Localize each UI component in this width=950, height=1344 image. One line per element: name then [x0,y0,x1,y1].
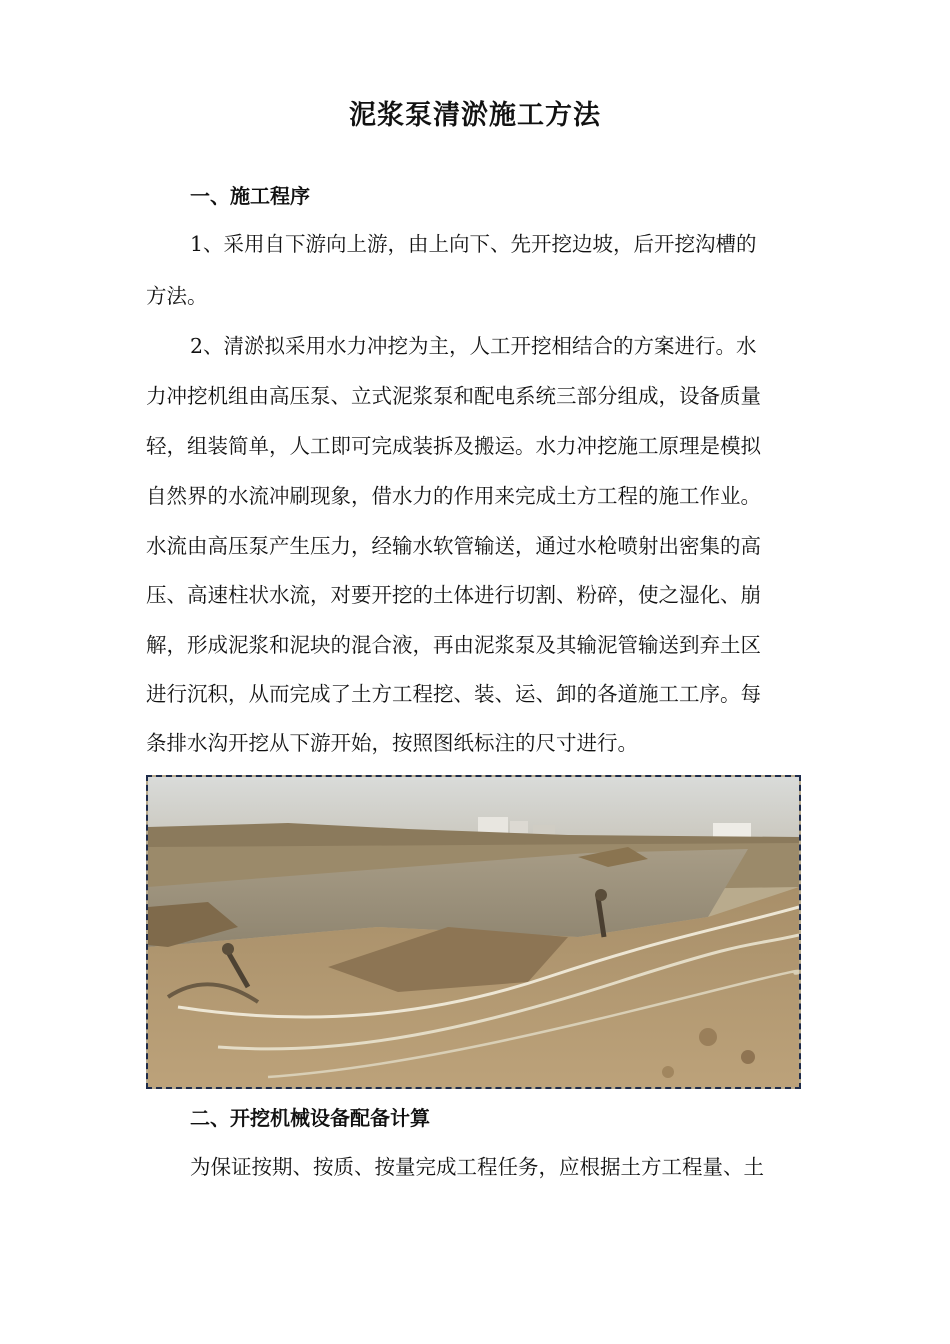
paragraph-2-line-4: 自然界的水流冲刷现象，借水力的作用来完成土方工程的施工作业。 [146,484,761,508]
section-heading-2: 二、开挖机械设备配备计算 [190,1106,430,1130]
section-heading-1: 一、施工程序 [190,184,310,208]
paragraph-2-line-2: 力冲挖机组由高压泵、立式泥浆泵和配电系统三部分组成，设备质量 [146,384,761,408]
paragraph-2-line-6: 压、高速柱状水流，对要开挖的土体进行切割、粉碎，使之湿化、崩 [146,583,761,607]
paragraph-2-line-3: 轻，组装简单，人工即可完成装拆及搬运。水力冲挖施工原理是模拟 [146,434,761,458]
paragraph-1-line-1: 1、采用自下游向上游，由上向下、先开挖边坡，后开挖沟槽的 [190,232,757,256]
page-title: 泥浆泵清淤施工方法 [349,100,601,131]
section-2-paragraph-line-1: 为保证按期、按质、按量完成工程任务，应根据土方工程量、土 [190,1155,764,1179]
paragraph-2-line-7: 解，形成泥浆和泥块的混合液，再由泥浆泵及其输泥管输送到弃土区 [146,633,761,657]
paragraph-2-line-8: 进行沉积，从而完成了土方工程挖、装、运、卸的各道施工工序。每 [146,682,761,706]
paragraph-1-line-2: 方法。 [146,284,208,308]
paragraph-2-line-5: 水流由高压泵产生压力，经输水软管输送，通过水枪喷射出密集的高 [146,534,761,558]
paragraph-2-line-1: 2、清淤拟采用水力冲挖为主，人工开挖相结合的方案进行。水 [190,334,757,358]
construction-site-photo [146,775,801,1089]
paragraph-2-line-9: 条排水沟开挖从下游开始，按照图纸标注的尺寸进行。 [146,731,638,755]
